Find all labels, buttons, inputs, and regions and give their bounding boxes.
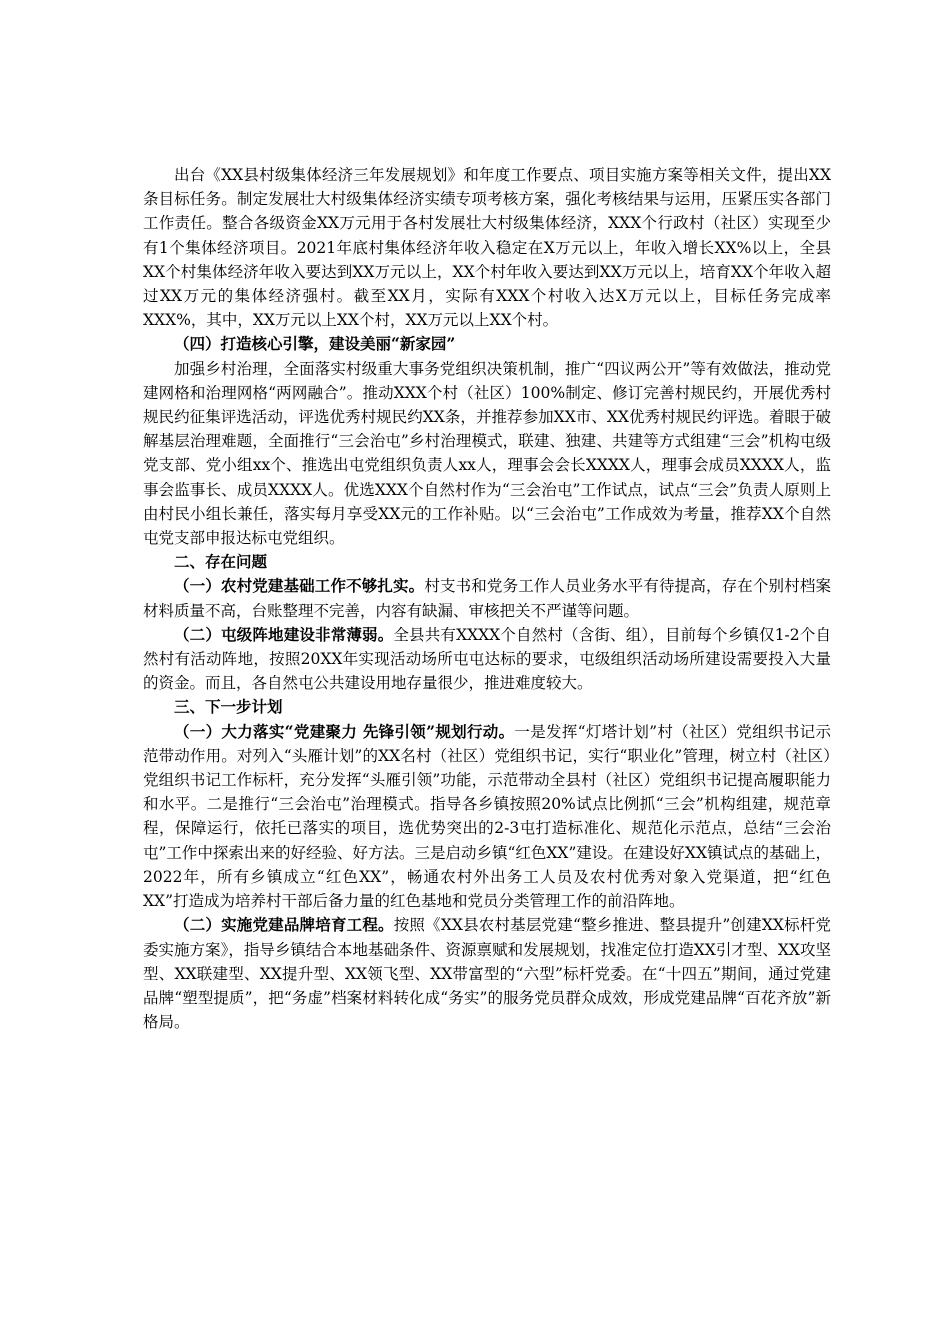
- section-heading-problems: 二、存在问题: [174, 552, 268, 572]
- paragraph-plan-1: [143, 720, 831, 914]
- document-body: [143, 163, 831, 1034]
- plan-1-lead: （一）大力落实“党建聚力 先锋引领”规划行动。: [174, 721, 515, 741]
- section-heading-core-engine: （四）打造核心引擎，建设美丽“新家园”: [174, 334, 456, 354]
- plan-2-lead: （二）实施党建品牌培育工程。: [174, 915, 394, 935]
- problem-1-lead: （一）农村党建基础工作不够扎实。: [174, 576, 425, 596]
- problem-1-body: 村支书和党务工作人员业务水平有待提高，存在个别村档案材料质量不高，台账整理不完善，内容有缺漏、审核把关不严谨等问题。: [143, 577, 831, 620]
- paragraph-collective-economy: 出台《XX县村级集体经济三年发展规划》和年度工作要点、项目实施方案等相关文件，提出XX条目标任务。制定发展壮大村级集体经济实绩专项考核方案，强化考核结果与运用，压紧压实各部门工作责任。整合各级资金XX万元用于各村发展壮大村级集体经济，XXX个行政村（社区）实现至少有1个集体经济项目。2021年底村集体经济年收入稳定在X万元以上，年收入增长XX%以上，全县XX个村集体经济年收入要达到XX万元以上，XX个村年收入要达到XX万元以上，培育XX个年收入超过XX万元的集体经济强村。截至XX月，实际有XXX个村收入达X万元以上，目标任务完成率XXX%，其中，XX万元以上XX个村，XX万元以上XX个村。: [143, 166, 831, 330]
- paragraph-plan-2: [143, 913, 831, 1034]
- plan-1-body: 一是发挥“灯塔计划”村（社区）党组织书记示范带动作用。对列入“头雁计划”的XX名村（社区）党组织书记，实行“职业化”管理，树立村（社区）党组织书记工作标杆，充分发挥“头雁引领”功能，示范带动全县村（社区）党组织书记提高履职能力和水平。二是推行“三会治屯”治理模式。指导各乡镇按照20%试点比例抓“三会”机构组建，规范章程，保障运行，依托已落实的项目，选优势突出的2-3屯打造标准化、规范化示范点，总结“三会治屯”工作中探索出来的好经验、好方法。三是启动乡镇“红色XX”建设。在建设好XX镇试点的基础上，2022年，所有乡镇成立“红色XX”，畅通农村外出务工人员及农村优秀对象入党渠道，把“红色XX”打造成为培养村干部后备力量的红色基地和党员分类管理工作的前沿阵地。: [143, 722, 831, 911]
- paragraph-rural-governance: 加强乡村治理，全面落实村级重大事务党组织决策机制，推广“四议两公开”等有效做法，推动党建网格和治理网格“两网融合”。推动XXX个村（社区）100%制定、修订完善村规民约，开展优秀村规民约征集评选活动，评选优秀村规民约XX条，并推荐参加XX市、XX优秀村规民约评选。着眼于破解基层治理难题，全面推行“三会治屯”乡村治理模式，联建、独建、共建等方式组建“三会”机构屯级党支部、党小组xx个、推选出屯党组织负责人xx人，理事会会长XXXX人，理事会成员XXXX人，监事会监事长、成员XXXX人。优选XXX个自然村作为“三会治屯”工作试点，试点“三会”负责人原则上由村民小组长兼任，落实每月享受XX元的工作补贴。以“三会治屯”工作成效为考量，推荐XX个自然屯党支部申报达标屯党组织。: [143, 359, 831, 548]
- problem-2-body: 全县共有XXXX个自然村（含街、组），目前每个乡镇仅1-2个自然村有活动阵地，按照20XX年实现活动场所屯屯达标的要求，屯级组织活动场所建设需要投入大量的资金。而且，各自然屯公共建设用地存量很少，推进难度较大。: [143, 625, 831, 693]
- section-heading-plan: 三、下一步计划: [174, 697, 283, 717]
- paragraph-problem-2: [143, 623, 831, 696]
- plan-2-body: 按照《XX县农村基层党建“整乡推进、整县提升”创建XX标杆党委实施方案》，指导乡镇结合本地基础条件、资源禀赋和发展规划，找准定位打造XX引才型、XX攻坚型、XX联建型、XX提升型、XX领飞型、XX带富型的“六型”标杆党委。在“十四五”期间，通过党建品牌“塑型提质”，把“务虚”档案材料转化成“务实”的服务党员群众成效，形成党建品牌“百花齐放”新格局。: [143, 916, 831, 1032]
- paragraph-problem-1: [143, 574, 831, 622]
- problem-2-lead: （二）屯级阵地建设非常薄弱。: [174, 624, 394, 644]
